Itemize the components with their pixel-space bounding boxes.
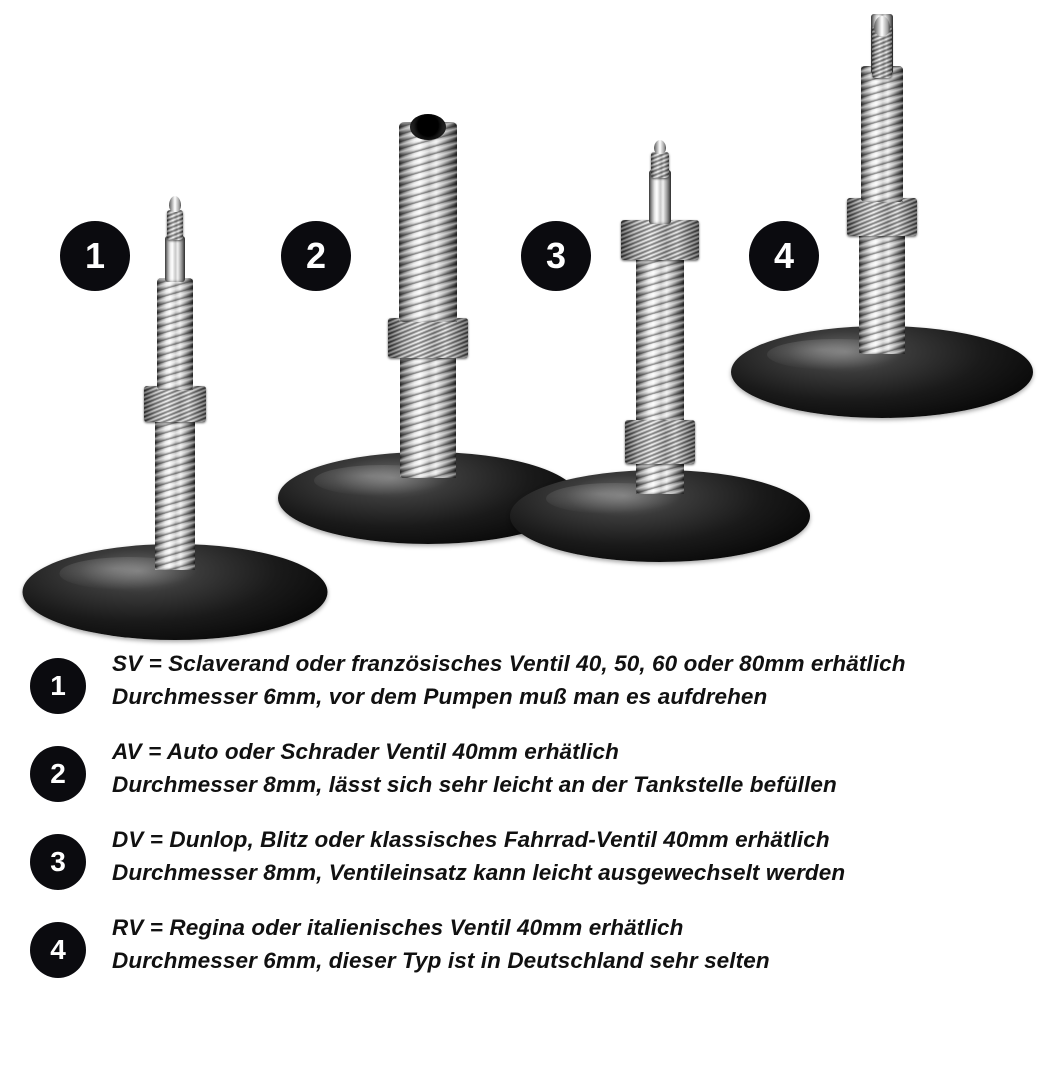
- legend-text-3: [112, 824, 845, 889]
- legend-text-2: [112, 736, 837, 801]
- valve-lock-nut-1: [144, 386, 206, 422]
- legend-row-3-line-1: DV = Dunlop, Blitz oder klassisches Fahrrad-Ventil 40mm erhätlich: [112, 827, 830, 852]
- legend-row-2: [30, 736, 1038, 802]
- valve-badge-3-label: 3: [545, 235, 567, 276]
- legend-row-4-line-2: Durchmesser 6mm, dieser Typ ist in Deutschland sehr selten: [112, 947, 770, 973]
- legend-badge-2-label: 2: [50, 758, 66, 789]
- legend-row-3: [30, 824, 1038, 890]
- valve-upper-shaft-4: [861, 66, 903, 202]
- valve-shaft-1: [155, 410, 195, 570]
- legend-badge-4: [30, 922, 86, 978]
- legend-badge-4-label: 4: [50, 934, 66, 965]
- valve-core-3: [649, 170, 671, 224]
- valve-shaft-4: [859, 224, 905, 354]
- valve-badge-3: [521, 221, 591, 291]
- valve-badge-4: [749, 221, 819, 291]
- legend-row-2-line-2: Durchmesser 8mm, lässt sich sehr leicht an der Tankstelle befüllen: [112, 771, 837, 797]
- legend-text-4: [112, 912, 770, 977]
- valve-4-regina: [722, 20, 1042, 640]
- valve-tip-4: [874, 16, 890, 36]
- valve-badge-1: [60, 221, 130, 291]
- valve-lock-nut-3: [621, 220, 699, 260]
- legend-row-4-line-1: RV = Regina oder italienisches Ventil 40mm erhätlich: [112, 915, 684, 940]
- valve-badge-2: [281, 221, 351, 291]
- valve-knurled-tip-1: [167, 210, 183, 240]
- valve-lock-nut-2: [388, 318, 468, 358]
- valve-lock-nut-4: [847, 198, 917, 236]
- legend-badge-3: [30, 834, 86, 890]
- legend-row-3-line-2: Durchmesser 8mm, Ventileinsatz kann leicht ausgewechselt werden: [112, 859, 846, 885]
- valve-tip-1: [169, 196, 181, 212]
- valve-upper-shaft-1: [157, 278, 193, 390]
- valve-shaft-2: [400, 342, 456, 478]
- legend-badge-2: [30, 746, 86, 802]
- legend-row-4: [30, 912, 1038, 978]
- legend-row-1: [30, 648, 1038, 714]
- legend-badge-1-label: 1: [50, 670, 66, 701]
- valve-knurled-tip-3: [651, 152, 669, 178]
- legend-row-1-line-2: Durchmesser 6mm, vor dem Pumpen muß man es aufdrehen: [112, 683, 768, 709]
- valve-badge-2-label: 2: [305, 235, 327, 276]
- legend-badge-1: [30, 658, 86, 714]
- valve-upper-shaft-2: [399, 122, 457, 322]
- valve-stem-core-1: [165, 236, 185, 282]
- valve-badge-4-label: 4: [773, 235, 795, 276]
- legend-row-1-line-1: SV = Sclaverand oder französisches Ventil 40, 50, 60 oder 80mm erhätlich: [112, 651, 906, 676]
- legend-badge-3-label: 3: [50, 846, 66, 877]
- legend-text-1: [112, 648, 906, 713]
- legend-row-2-line-1: AV = Auto oder Schrader Ventil 40mm erhätlich: [112, 739, 619, 764]
- legend: [0, 648, 1062, 1000]
- valve-tip-3: [654, 140, 666, 154]
- valve-opening-2: [410, 114, 446, 140]
- valve-lower-nut-3: [625, 420, 695, 464]
- valve-badge-1-label: 1: [84, 235, 106, 276]
